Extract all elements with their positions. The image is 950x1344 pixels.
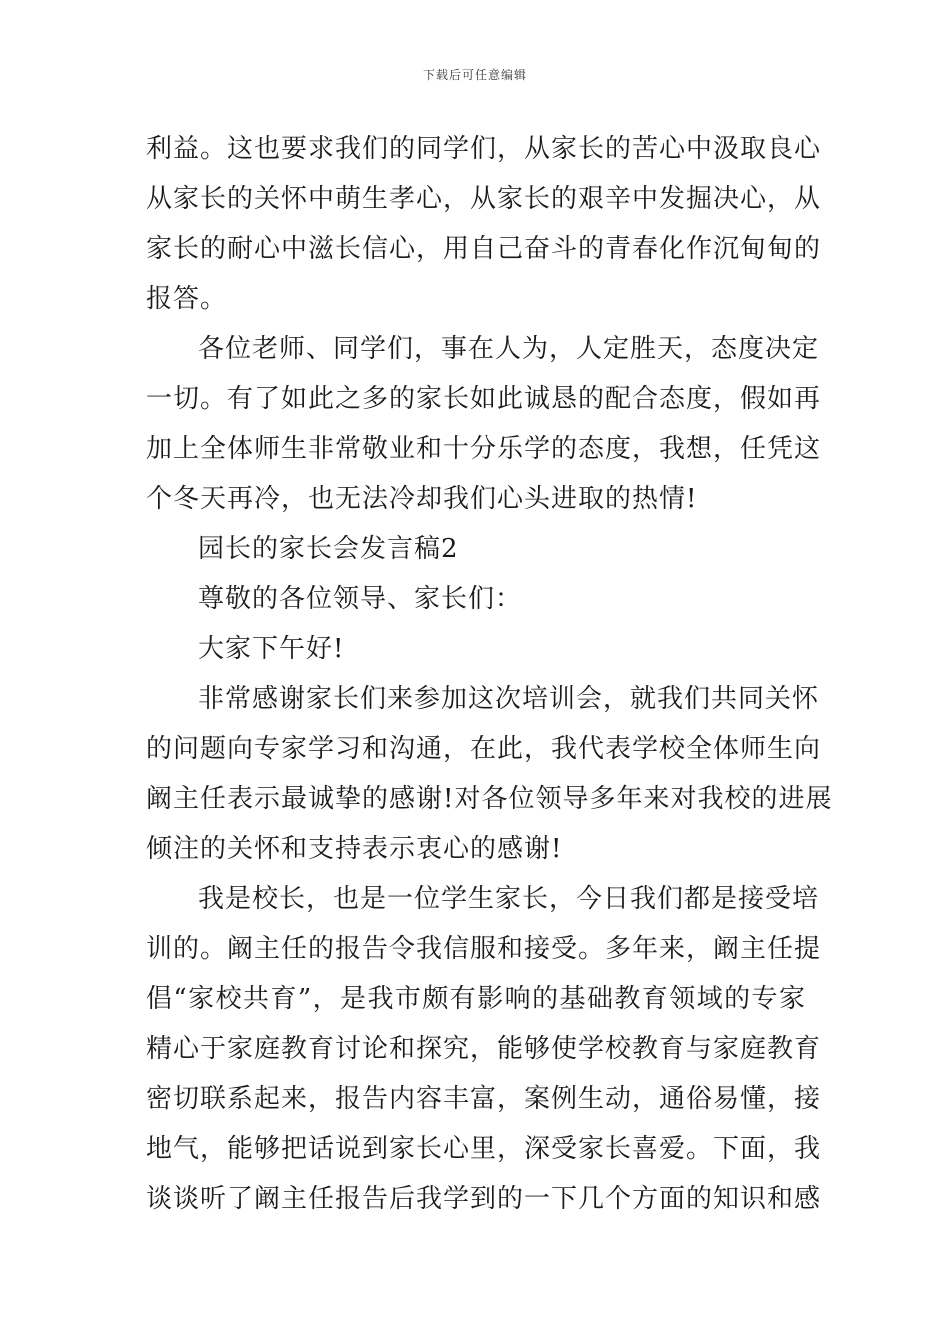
- body-line: 阚主任表示最诚挚的感谢!对各位领导多年来对我校的进展: [146, 784, 833, 814]
- body-line: 训的。阚主任的报告令我信服和接受。多年来，阚主任提: [146, 934, 822, 964]
- greeting: 大家下午好!: [198, 634, 345, 664]
- body-line: 一切。有了如此之多的家长如此诚恳的配合态度，假如再: [146, 384, 822, 414]
- body-line: 各位老师、同学们，事在人为，人定胜天，态度决定: [198, 334, 820, 364]
- body-line: 倡“家校共育”，是我市颇有影响的基础教育领域的专家: [146, 984, 806, 1014]
- body-line: 非常感谢家长们来参加这次培训会，就我们共同关怀: [198, 684, 820, 714]
- body-line: 密切联系起来，报告内容丰富，案例生动，通俗易懂，接: [146, 1084, 822, 1114]
- body-line: 个冬天再冷，也无法冷却我们心头进取的热情!: [146, 484, 698, 514]
- body-line: 家长的耐心中滋长信心，用自己奋斗的青春化作沉甸甸的: [146, 234, 822, 264]
- body-line: 地气，能够把话说到家长心里，深受家长喜爱。下面，我: [146, 1134, 822, 1164]
- body-line: 从家长的关怀中萌生孝心，从家长的艰辛中发掘决心，从: [146, 184, 822, 214]
- section-title: 园长的家长会发言稿2: [198, 534, 459, 564]
- body-line: 倾注的关怀和支持表示衷心的感谢!: [146, 834, 563, 864]
- body-line: 利益。这也要求我们的同学们，从家长的苦心中汲取良心: [146, 134, 822, 164]
- body-line: 的问题向专家学习和沟通，在此，我代表学校全体师生向: [146, 734, 822, 764]
- salutation: 尊敬的各位领导、家长们：: [198, 584, 523, 614]
- page-header-note: 下载后可任意编辑: [422, 68, 527, 82]
- body-line: 报答。: [146, 284, 228, 314]
- body-line: 我是校长，也是一位学生家长，今日我们都是接受培: [198, 884, 820, 914]
- body-line: 谈谈听了阚主任报告后我学到的一下几个方面的知识和感: [146, 1184, 822, 1214]
- body-line: 加上全体师生非常敬业和十分乐学的态度，我想，任凭这: [146, 434, 822, 464]
- body-line: 精心于家庭教育讨论和探究，能够使学校教育与家庭教育: [146, 1034, 822, 1064]
